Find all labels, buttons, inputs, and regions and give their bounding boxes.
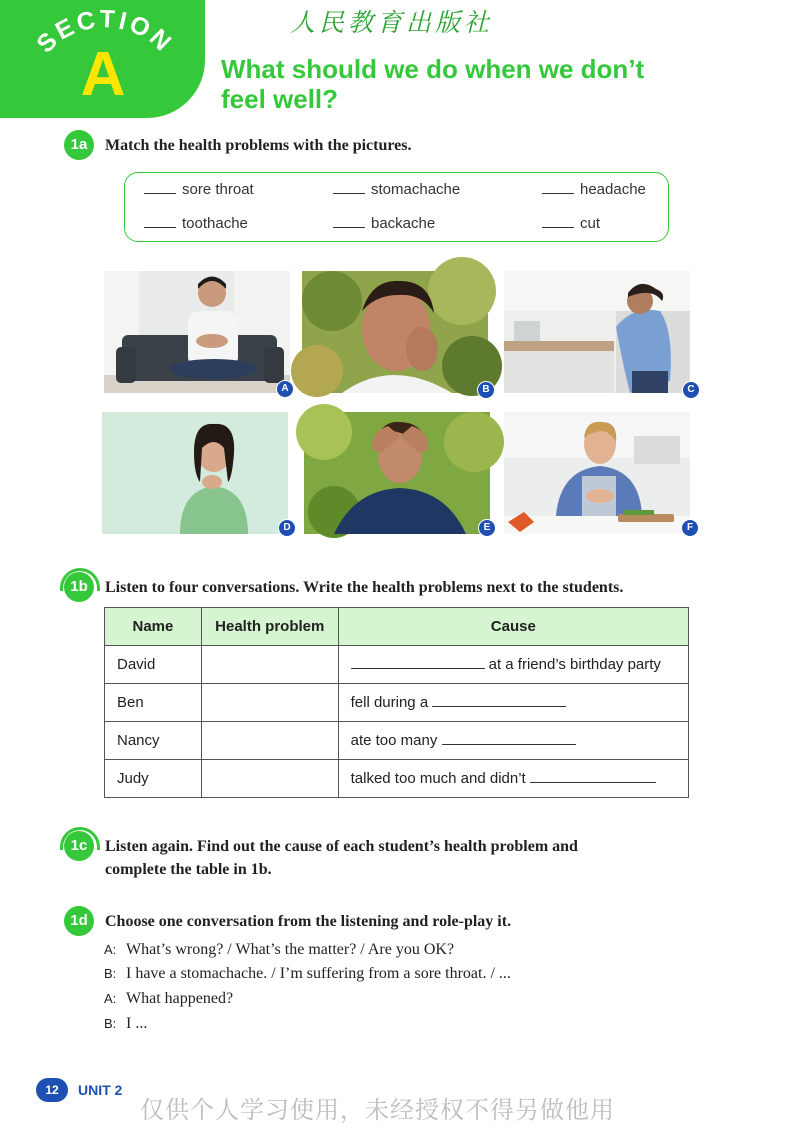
answer-blank[interactable] bbox=[542, 213, 574, 228]
picture-label: C bbox=[682, 381, 700, 399]
woman-backache-photo bbox=[504, 271, 690, 393]
answer-blank[interactable] bbox=[144, 179, 176, 194]
student-name: Judy bbox=[105, 760, 202, 798]
student-name: Nancy bbox=[105, 722, 202, 760]
word-item: stomachache bbox=[333, 179, 460, 200]
table-row bbox=[105, 760, 689, 798]
answer-blank[interactable] bbox=[432, 694, 566, 707]
answer-blank[interactable] bbox=[144, 213, 176, 228]
boy-toothache-photo bbox=[302, 271, 488, 393]
student-name: David bbox=[105, 646, 202, 684]
table-row bbox=[105, 684, 689, 722]
picture-e bbox=[304, 412, 490, 534]
cause-cell[interactable]: fell during a bbox=[338, 684, 688, 722]
health-problem-cell[interactable] bbox=[201, 646, 338, 684]
picture-label: B bbox=[477, 381, 495, 399]
picture-label: A bbox=[276, 380, 294, 398]
exercise-1b-badge[interactable]: 1b bbox=[64, 572, 94, 602]
word-item: toothache bbox=[144, 213, 248, 234]
page-number: 12 bbox=[36, 1078, 68, 1102]
dialogue-line: A: What happened? bbox=[104, 990, 234, 1007]
dialogue-line: B: I have a stomachache. / I’m suffering from a sore throat. / ... bbox=[104, 965, 511, 982]
cause-cell[interactable]: ate too many bbox=[338, 722, 688, 760]
cause-cell[interactable]: at a friend’s birthday party bbox=[338, 646, 688, 684]
student-name: Ben bbox=[105, 684, 202, 722]
boy-headache-photo bbox=[304, 412, 490, 534]
health-problem-cell[interactable] bbox=[201, 760, 338, 798]
picture-label: F bbox=[681, 519, 699, 537]
word-bank bbox=[124, 172, 669, 242]
health-problem-table bbox=[104, 607, 689, 798]
page-title: What should we do when we don’t feel well? bbox=[221, 54, 645, 114]
picture-label: E bbox=[478, 519, 496, 537]
answer-blank[interactable] bbox=[442, 732, 576, 745]
column-header: Health problem bbox=[201, 608, 338, 646]
column-header: Cause bbox=[338, 608, 688, 646]
exercise-1a-instruction: Match the health problems with the pictures. bbox=[105, 137, 412, 154]
picture-c bbox=[504, 271, 695, 395]
answer-blank[interactable] bbox=[542, 179, 574, 194]
exercise-1a-badge: 1a bbox=[64, 130, 94, 160]
dialogue-line: A: What’s wrong? / What’s the matter? / Are you OK? bbox=[104, 941, 455, 958]
word-item: sore throat bbox=[144, 179, 254, 200]
dialogue-line: B: I ... bbox=[104, 1015, 148, 1032]
section-badge bbox=[0, 0, 205, 118]
table-row bbox=[105, 646, 689, 684]
answer-blank[interactable] bbox=[530, 770, 656, 783]
word-item: cut bbox=[542, 213, 600, 234]
answer-blank[interactable] bbox=[333, 179, 365, 194]
answer-blank[interactable] bbox=[333, 213, 365, 228]
section-letter: A bbox=[80, 40, 126, 109]
publisher-logo: 人民教育出版社 bbox=[290, 8, 494, 37]
exercise-1c-instruction: Listen again. Find out the cause of each student’s health problem and complete the table in 1b. bbox=[105, 838, 578, 878]
exercise-1d-badge: 1d bbox=[64, 906, 94, 936]
boy-stomachache-photo bbox=[104, 271, 290, 393]
picture-b bbox=[302, 271, 488, 393]
word-item: headache bbox=[542, 179, 646, 200]
exercise-1b-instruction: Listen to four conversations. Write the health problems next to the students. bbox=[105, 579, 624, 596]
exercise-1c-badge[interactable]: 1c bbox=[64, 831, 94, 861]
section-word: SECTION bbox=[31, 10, 179, 59]
picture-f bbox=[504, 412, 694, 534]
unit-label: UNIT 2 bbox=[78, 1082, 123, 1098]
answer-blank[interactable] bbox=[351, 656, 485, 669]
picture-a bbox=[104, 271, 290, 393]
girl-sore-throat-photo bbox=[102, 412, 288, 534]
picture-d bbox=[102, 412, 291, 534]
picture-label: D bbox=[278, 519, 296, 537]
word-item: backache bbox=[333, 213, 435, 234]
woman-cut-finger-photo bbox=[504, 412, 690, 534]
table-row bbox=[105, 722, 689, 760]
exercise-1d-instruction: Choose one conversation from the listening and role-play it. bbox=[105, 913, 512, 930]
health-problem-cell[interactable] bbox=[201, 722, 338, 760]
health-problem-cell[interactable] bbox=[201, 684, 338, 722]
column-header: Name bbox=[105, 608, 202, 646]
watermark: 仅供个人学习使用，未经授权不得另做他用 bbox=[140, 1096, 615, 1124]
cause-cell[interactable]: talked too much and didn’t bbox=[338, 760, 688, 798]
